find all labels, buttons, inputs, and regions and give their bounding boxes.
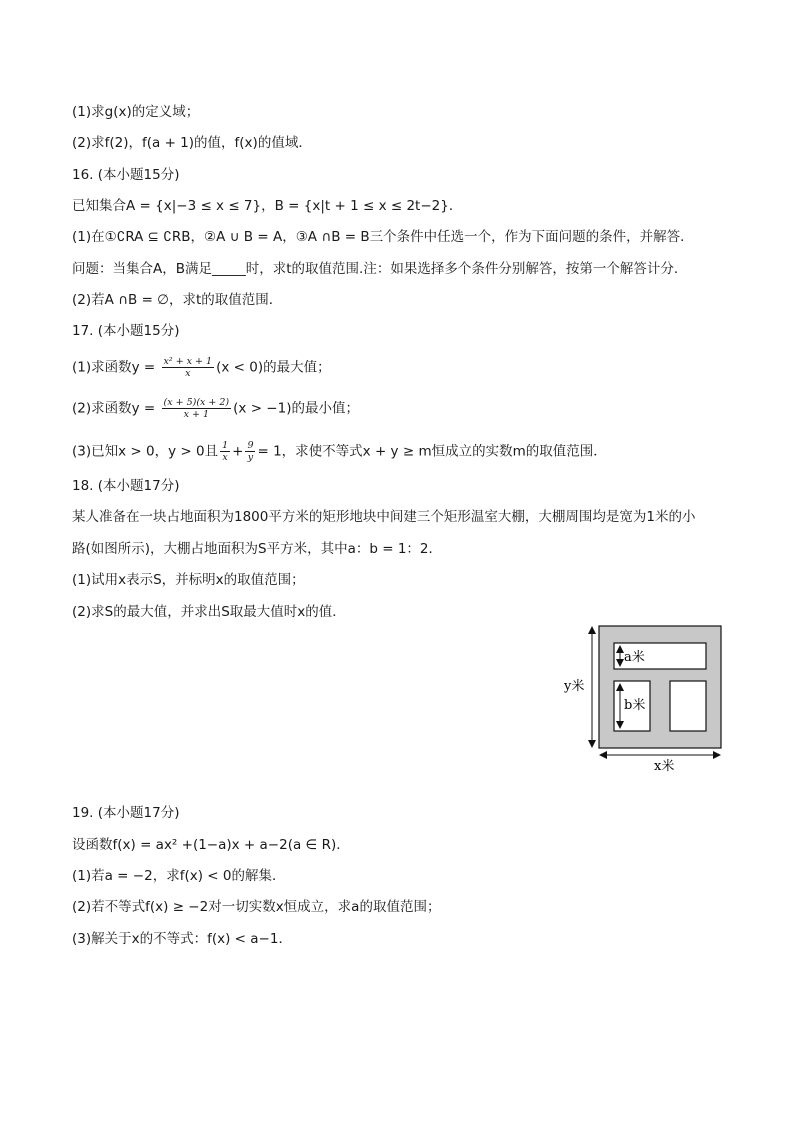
question-18-stem-line1: 某人准备在一块占地面积为1800平方米的矩形地块中间建三个矩形温室大棚，大棚周围均是宽为1米的小 — [72, 509, 696, 525]
question-15-part2: (2)求f(2)，f(a + 1)的值，f(x)的值域． — [72, 135, 312, 151]
greenhouse-figure — [560, 620, 730, 775]
fraction-denominator: x — [185, 368, 191, 379]
question-19-part3: (3)解关于x的不等式：f(x) < a−1． — [72, 931, 292, 947]
fraction-numerator: 1 — [222, 440, 229, 451]
q17p3-prefix: (3)已知x > 0，y > 0且 — [72, 443, 219, 460]
q17p1-prefix: (1)求函数y = — [72, 359, 160, 376]
question-18-stem-line2: 路(如图所示)，大棚占地面积为S平方米，其中a：b = 1：2． — [72, 541, 443, 557]
question-17-heading: 17. (本小题15分) — [72, 323, 180, 339]
label-x: x米 — [654, 759, 675, 774]
q17p3-fraction-2 — [245, 440, 255, 463]
q17p1-suffix: (x < 0)的最大值； — [216, 359, 331, 376]
q17p2-fraction — [162, 397, 232, 420]
q17p2-prefix: (2)求函数y = — [72, 400, 160, 417]
fraction-numerator: 9 — [247, 440, 254, 451]
question-18-part1: (1)试用x表示S，并标明x的取值范围； — [72, 572, 305, 588]
question-19-stem: 设函数f(x) = ax² +(1−a)x + a−2(a ∈ R)． — [72, 837, 350, 853]
fraction-numerator: (x + 5)(x + 2) — [163, 397, 230, 408]
fraction-denominator: y — [247, 452, 254, 463]
fraction-denominator: x — [222, 452, 228, 463]
greenhouse-bottom-right — [670, 681, 706, 731]
question-17-part2 — [72, 397, 359, 420]
question-17-part3 — [72, 440, 607, 463]
label-b: b米 — [624, 698, 646, 713]
question-19-part1: (1)若a = −2，求f(x) < 0的解集． — [72, 868, 286, 884]
question-16-part2: (2)若A ∩B = ∅，求t的取值范围． — [72, 292, 283, 308]
question-16-heading: 16. (本小题15分) — [72, 167, 180, 183]
question-19-heading: 19. (本小题17分) — [72, 805, 180, 821]
question-17-part1 — [72, 356, 331, 379]
q17p3-suffix: = 1，求使不等式x + y ≥ m恒成立的实数m的取值范围． — [257, 443, 607, 460]
question-16-problem: 问题：当集合A，B满足_____时，求t的取值范围.注：如果选择多个条件分别解答，按第一个解答计分． — [72, 261, 688, 277]
label-y: y米 — [564, 679, 585, 694]
question-16-stem: 已知集合A = {x|−3 ≤ x ≤ 7}，B = {x|t + 1 ≤ x ≤ 2t−2}． — [72, 198, 463, 214]
question-19-part2: (2)若不等式f(x) ≥ −2对一切实数x恒成立，求a的取值范围； — [72, 899, 441, 915]
q17p3-plus: + — [232, 443, 244, 460]
q17p1-fraction — [162, 356, 215, 379]
question-16-part1: (1)在①∁RA ⊆ ∁RB，②A ∪ B = A，③A ∩B = B三个条件中任选一个，作为下面问题的条件，并解答． — [72, 229, 694, 245]
label-a: a米 — [624, 650, 645, 665]
question-18-part2: (2)求S的最大值，并求出S取最大值时x的值． — [72, 604, 346, 620]
question-15-part1: (1)求g(x)的定义域； — [72, 104, 200, 120]
q17p2-suffix: (x > −1)的最小值； — [233, 400, 359, 417]
fraction-denominator: x + 1 — [183, 409, 210, 420]
question-18-heading: 18. (本小题17分) — [72, 478, 180, 494]
fraction-numerator: x² + x + 1 — [163, 356, 213, 367]
q17p3-fraction-1 — [220, 440, 230, 463]
